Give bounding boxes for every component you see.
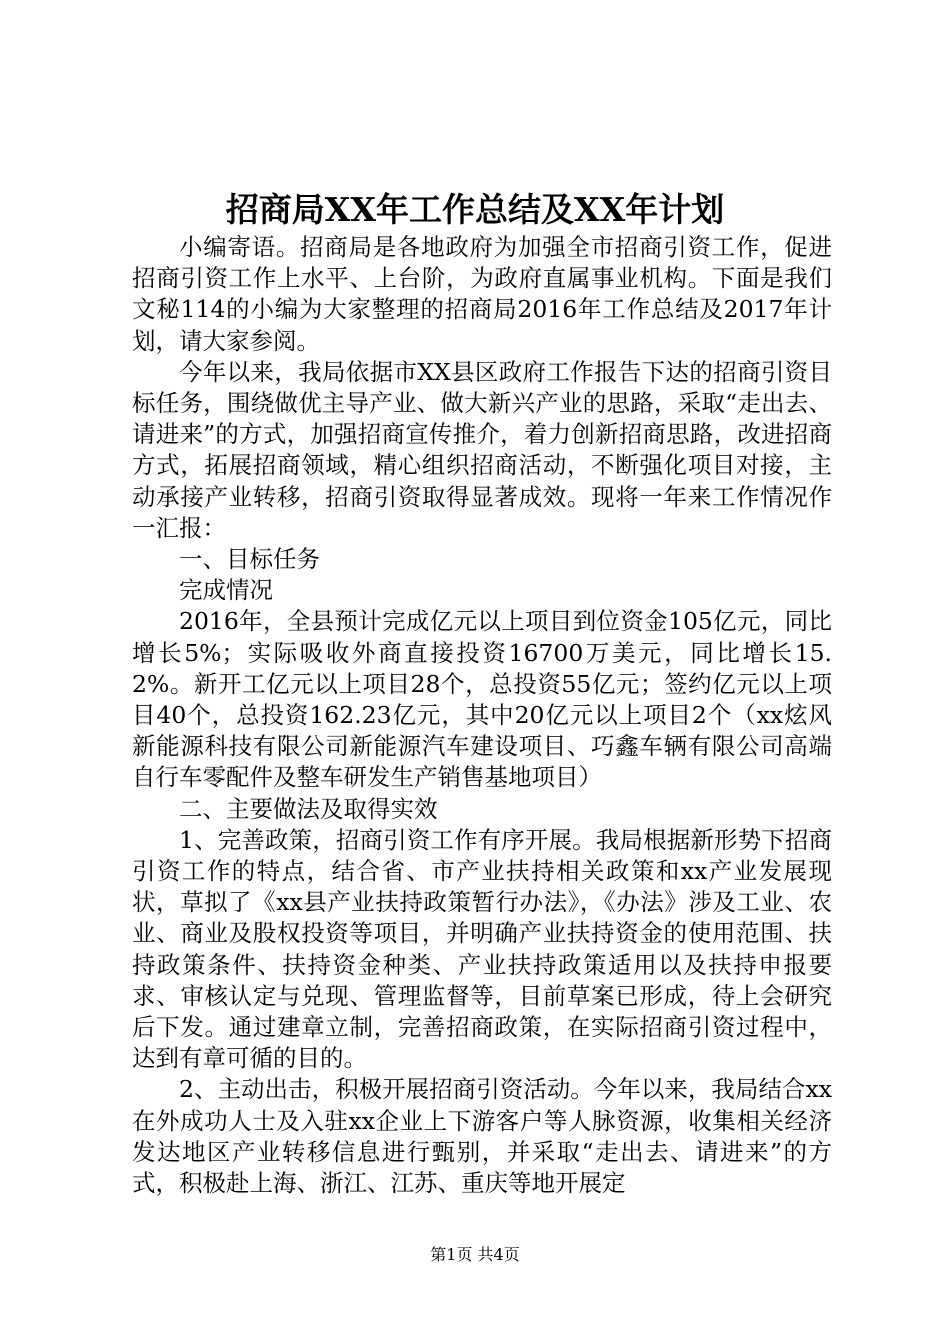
page-number-footer: 第1页 共4页 [430,1245,520,1264]
paragraph-policy: 1、完善政策，招商引资工作有序开展。我局根据新形势下招商引资工作的特点，结合省、市产业扶持相关政策和xx产业发展现状，草拟了《xx县产业扶持政策暂行办法》，《办法》涉及工业、农业、商业及股权投资等项目，并明确产业扶持资金的使用范围、扶持政策条件、扶持资金种类、产业扶持政策适用以及扶持申报要求、审核认定与兑现、管理监督等，目前草案已形成，待上会研究后下发。通过建章立制，完善招商政策，在实际招商引资过程中，达到有章可循的目的。 [132,825,832,1073]
paragraph-overview: 今年以来，我局依据市XX县区政府工作报告下达的招商引资目标任务，围绕做优主导产业、做大新兴产业的思路，采取“走出去、请进来”的方式，加强招商宣传推介，着力创新招商思路，改进招商方式，拓展招商领域，精心组织招商活动，不断强化项目对接，主动承接产业转移，招商引资取得显著成效。现将一年来工作情况作一汇报： [132,357,832,542]
document-title: 招商局XX年工作总结及XX年计划 [225,190,725,229]
section-heading-practices: 二、主要做法及取得实效 [179,794,438,823]
paragraph-intro: 小编寄语。招商局是各地政府为加强全市招商引资工作，促进招商引资工作上水平、上台阶，为政府直属事业机构。下面是我们文秘114的小编为大家整理的招商局2016年工作总结及2017年计划，请大家参阅。 [132,233,832,355]
subheading-completion: 完成情况 [179,576,273,605]
document-body [132,232,832,1199]
paragraph-results: 2016年，全县预计完成亿元以上项目到位资金105亿元，同比增长5%；实际吸收外商直接投资16700万美元，同比增长15.2%。新开工亿元以上项目28个，总投资55亿元；签约亿元以上项目40个，总投资162.23亿元，其中20亿元以上项目2个（xx炫风新能源科技有限公司新能源汽车建设项目、巧鑫车辆有限公司高端自行车零配件及整车研发生产销售基地项目） [132,607,832,792]
paragraph-outreach: 2、主动出击，积极开展招商引资活动。今年以来，我局结合xx在外成功人士及入驻xx企业上下游客户等人脉资源，收集相关经济发达地区产业转移信息进行甄别，并采取“走出去、请进来”的方式，积极赴上海、浙江、江苏、重庆等地开展定 [132,1075,832,1198]
section-heading-targets: 一、目标任务 [179,545,320,574]
